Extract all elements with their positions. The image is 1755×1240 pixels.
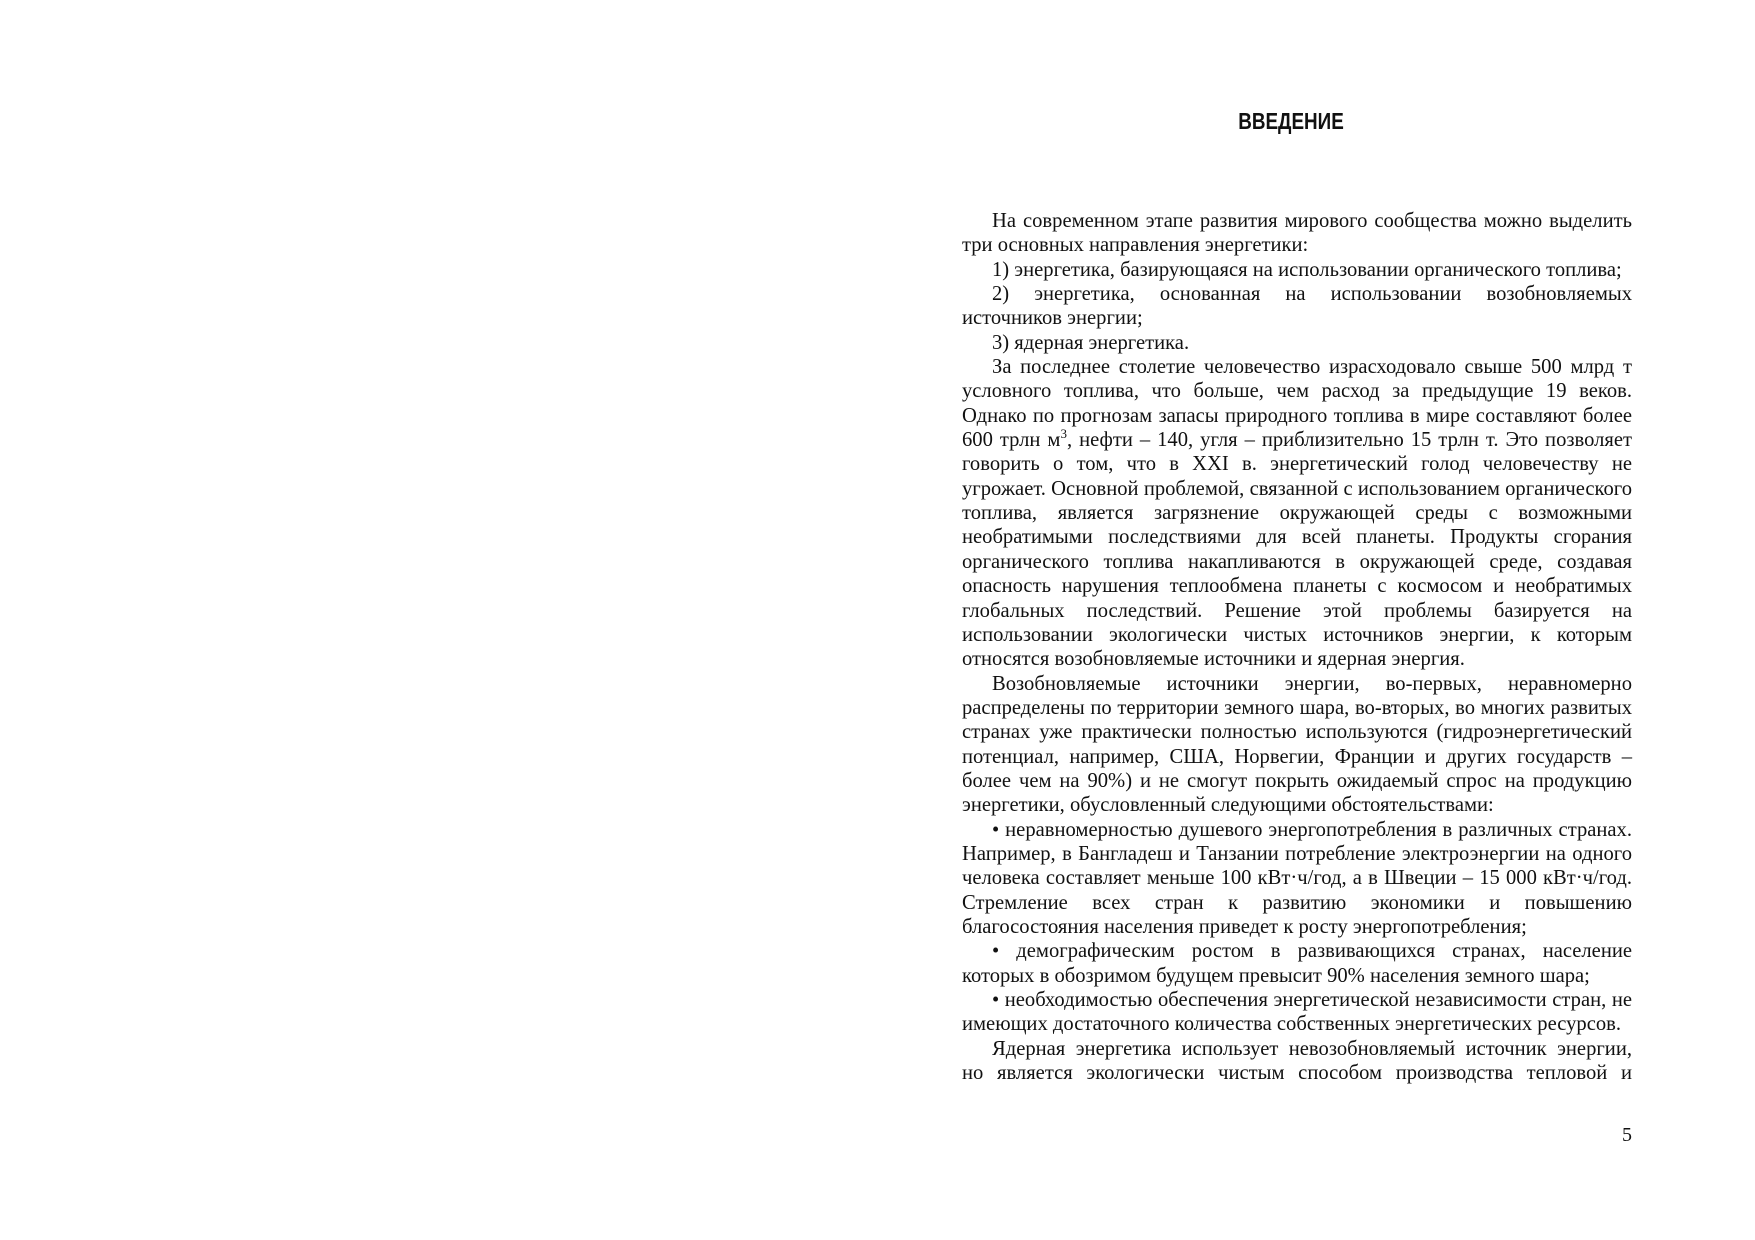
list-item-nuclear: 3) ядерная энергетика.: [992, 331, 1190, 354]
page-number: 5: [1622, 1124, 1632, 1146]
fuel-reserves-text-start: За последнее столетие человечество израсходовало свыше 500 млрд т условного топлива, что больше, чем расход за предыдущие 19 веков. Однако по прогнозам запасы природного топлива в мире составляют более 600 трлн м: [962, 356, 1632, 452]
bullet-item-demography: • демографическим ростом в развивающихся странах, население которых в обозримом будущем превысит 90% населения земного шара;: [962, 940, 1632, 987]
cubic-superscript: 3: [1060, 426, 1067, 442]
paragraph-intro: На современном этапе развития мирового сообщества можно выделить три основных направления энергетики:: [962, 210, 1632, 257]
list-item-renewable: 2) энергетика, основанная на использовании возобновляемых источников энергии;: [962, 283, 1632, 330]
list-item-organic-fuel: 1) энергетика, базирующаяся на использовании органического топлива;: [992, 258, 1622, 281]
bullet-item-consumption: • неравномерностью душевого энергопотребления в различных странах. Например, в Бангладеш и Танзании потребление электроэнергии на одного человека составляет меньше 100 кВт·ч/год, а в Швеции – 15 000 кВт·ч/год. Стремление всех стран к развитию экономики и повышению благосостояния населения приведет к росту энергопотребления;: [962, 818, 1632, 938]
fuel-reserves-text-end: , нефти – 140, угля – приблизительно 15 трлн т. Это позволяет говорить о том, что в XXI в. энергетический голод человечеству не угрожает. Основной проблемой, связанной с использованием органического топлива, является загрязнение окружающей среды с возможными необратимыми последствиями для всей планеты. Продукты сгорания органического топлива накапливаются в окружающей среде, создавая опасность нарушения теплообмена планеты с космосом и необратимых глобальных последствий. Решение этой проблемы базируется на использовании экологически чистых источников энергии, к которым относятся возобновляемые источники и ядерная энергия.: [962, 429, 1633, 671]
page-title: ВВЕДЕНИЕ: [1238, 108, 1344, 134]
paragraph-fuel-reserves: [962, 355, 1632, 671]
paragraph-nuclear: Ядерная энергетика использует невозобновляемый источник энергии, но является экологически чистым способом производства тепловой и: [962, 1037, 1632, 1085]
bullet-item-independence: • необходимостью обеспечения энергетической независимости стран, не имеющих достаточного количества собственных энергетических ресурсов.: [962, 989, 1632, 1036]
left-page-blank: [0, 0, 877, 1240]
paragraph-renewables: Возобновляемые источники энергии, во-первых, неравномерно распределены по территории земного шара, во-вторых, во многих развитых странах уже практически полностью используются (гидроэнергетический потенциал, например, США, Норвегии, Франции и других государств – более чем на 90%) и не смогут покрыть ожидаемый спрос на продукцию энергетики, обусловленный следующими обстоятельствами:: [962, 672, 1632, 817]
body-text: [962, 209, 1632, 1085]
